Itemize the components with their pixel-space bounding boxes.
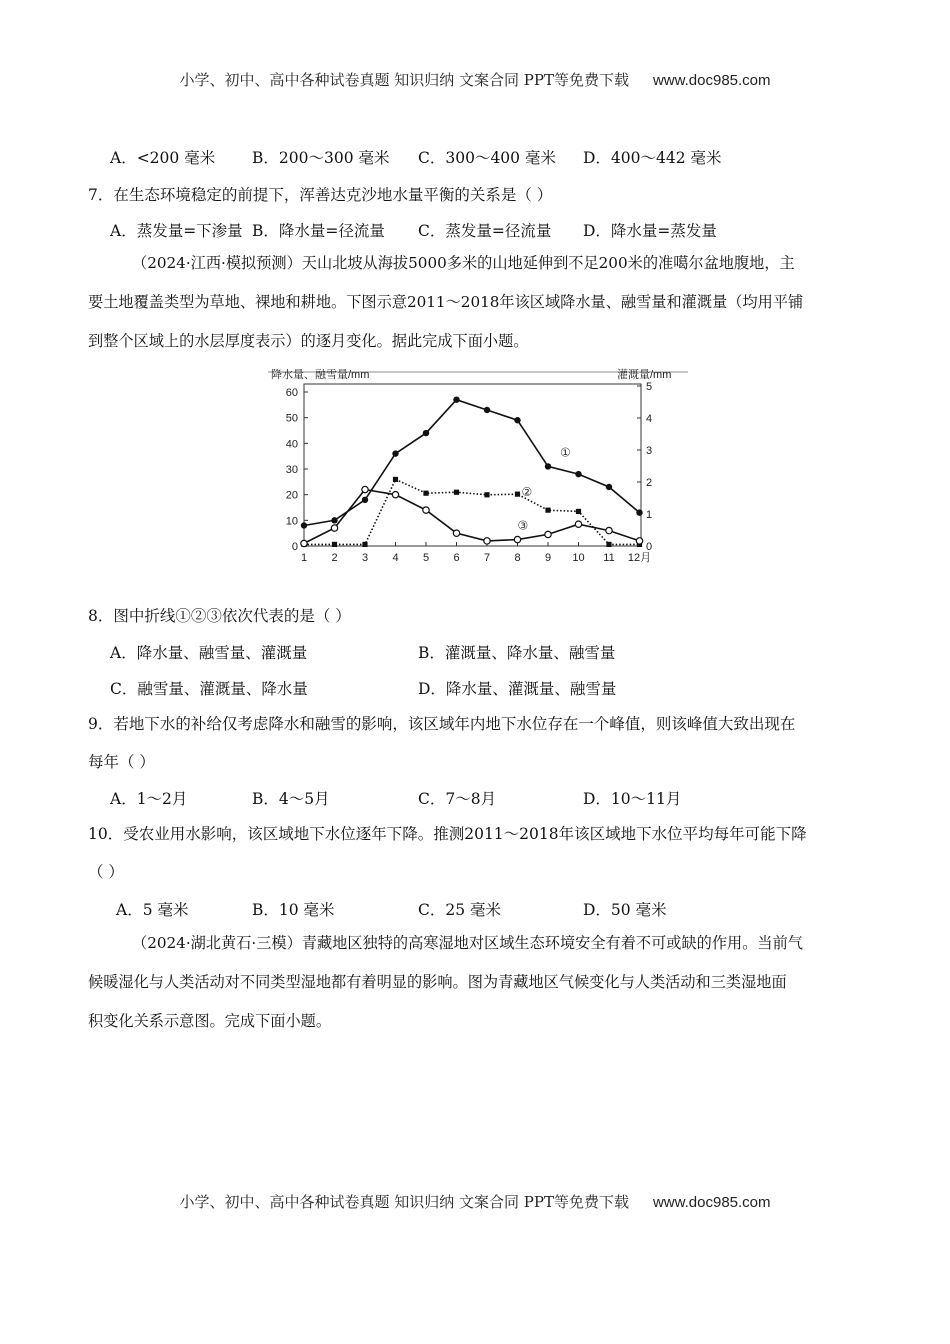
series-3-point <box>545 531 551 537</box>
right-axis-tick-label: 5 <box>646 381 653 393</box>
header-url[interactable]: www.doc985.com <box>652 72 771 89</box>
right-axis-tick-label: 2 <box>646 477 653 489</box>
q7-stem: 7．在生态环境稳定的前提下，浑善达克沙地水量平衡的关系是（ ） <box>88 186 553 204</box>
series-2-point <box>362 542 367 547</box>
series-1-point <box>545 463 551 469</box>
series-2-label: ② <box>521 485 533 500</box>
q9-option-d[interactable]: D．10～11月 <box>583 790 682 808</box>
x-axis-tick-label: 5 <box>422 552 430 564</box>
passage-line: 积变化关系示意图。完成下面小题。 <box>88 1012 331 1030</box>
series-3-point <box>453 530 459 536</box>
series-3-point <box>301 540 307 546</box>
q7-option-c[interactable]: C．蒸发量=径流量 <box>418 222 552 240</box>
series-3-point <box>423 507 429 513</box>
series-3-point <box>606 527 612 533</box>
passage-line: 候暖湿化与人类活动对不同类型湿地都有着明显的影响。图为青藏地区气候变化与人类活动和三类湿地面 <box>88 973 787 991</box>
series-1-label: ① <box>560 445 571 460</box>
plot-frame <box>304 384 641 546</box>
right-axis-tick-label: 3 <box>646 445 653 457</box>
x-axis-tick-label: 1 <box>300 552 308 564</box>
monthly-water-chart <box>268 364 688 570</box>
q7-option-b[interactable]: B．降水量=径流量 <box>252 222 385 240</box>
x-axis-tick-label: 3 <box>361 552 369 564</box>
x-axis-tick-label: 9 <box>544 552 552 564</box>
series-3-point <box>392 491 398 497</box>
series-3-point <box>514 536 520 542</box>
right-axis-label: 灌溉量/mm <box>617 369 672 381</box>
x-axis-tick-label: 8 <box>514 552 521 564</box>
series-2-point <box>454 490 459 495</box>
series-2-point <box>606 542 611 547</box>
left-axis-tick-label: 40 <box>285 438 298 451</box>
left-axis-tick-label: 60 <box>285 387 298 399</box>
series-1-point <box>392 450 398 456</box>
series-1-point <box>575 471 581 477</box>
q9-stem-line1: 9．若地下水的补给仅考虑降水和融雪的影响，该区域年内地下水位存在一个峰值，则该峰值大致出现在 <box>88 715 796 733</box>
passage-line: 要土地覆盖类型为草地、裸地和耕地。下图示意2011～2018年该区域降水量、融雪量和灌溉量（均用平铺 <box>88 293 804 311</box>
series-3-label: ③ <box>517 518 529 533</box>
x-axis-tick-label: 2 <box>331 552 338 564</box>
passage-tianshan <box>88 244 868 361</box>
series-2-point <box>423 491 428 496</box>
q8-option-d[interactable]: D．降水量、灌溉量、融雪量 <box>418 680 617 698</box>
x-axis-tick-label: 4 <box>392 552 399 564</box>
series-line-3 <box>304 490 640 544</box>
series-2-point <box>484 492 489 497</box>
q10-option-d[interactable]: D．50 毫米 <box>583 901 667 919</box>
series-1-point <box>301 522 307 528</box>
series-line-2 <box>304 479 640 544</box>
x-axis-tick-label: 6 <box>453 552 460 564</box>
page-header <box>0 69 950 90</box>
right-axis-tick-label: 0 <box>646 541 653 553</box>
passage-line: 到整个区域上的水层厚度表示）的逐月变化。据此完成下面小题。 <box>88 332 529 350</box>
q9-stem-line2: 每年（ ） <box>88 753 155 771</box>
series-2-point <box>576 509 581 514</box>
series-1-point <box>606 484 612 490</box>
q10-option-b[interactable]: B．10 毫米 <box>252 901 335 919</box>
series-2-point <box>515 492 520 497</box>
left-axis-label: 降水量、融雪量/mm <box>271 369 370 381</box>
left-axis-tick-label: 0 <box>291 541 298 553</box>
series-3-point <box>362 486 368 492</box>
series-1-point <box>636 509 642 515</box>
series-3-point <box>484 538 490 544</box>
series-line-1 <box>304 400 640 526</box>
q9-option-b[interactable]: B．4～5月 <box>252 790 330 808</box>
q10-option-c[interactable]: C．25 毫米 <box>418 901 502 919</box>
right-axis-tick-label: 4 <box>646 413 653 425</box>
q9-option-c[interactable]: C．7～8月 <box>418 790 497 808</box>
q8-option-a[interactable]: A．降水量、融雪量、灌溉量 <box>110 644 308 662</box>
series-1-point <box>453 397 459 403</box>
footer-text: 小学、初中、高中各种试卷真题 知识归纳 文案合同 PPT等免费下载 <box>179 1193 629 1211</box>
q10-stem-line2: （ ） <box>88 863 124 881</box>
right-axis-tick-label: 1 <box>646 509 653 521</box>
series-2-point <box>545 508 550 513</box>
header-text: 小学、初中、高中各种试卷真题 知识归纳 文案合同 PPT等免费下载 <box>179 71 629 89</box>
q8-option-b[interactable]: B．灌溉量、降水量、融雪量 <box>418 644 616 662</box>
page-footer <box>0 1191 950 1212</box>
series-1-point <box>423 430 429 436</box>
q10-stem-line1: 10．受农业用水影响，该区域地下水位逐年下降。推测2011～2018年该区域地下水位平均每年可能下降 <box>88 825 807 843</box>
left-axis-tick-label: 10 <box>285 515 298 528</box>
x-axis-tick-label: 11 <box>603 552 615 564</box>
series-2-point <box>332 542 337 547</box>
q6-option-a[interactable]: A．<200 毫米 <box>110 149 216 167</box>
passage-line: （2024·江西·模拟预测）天山北坡从海拔5000多米的山地延伸到不足200米的准噶尔盆地腹地，主 <box>132 254 795 272</box>
x-axis-tick-label: 7 <box>483 552 491 564</box>
q9-option-a[interactable]: A．1～2月 <box>110 790 188 808</box>
q8-option-c[interactable]: C．融雪量、灌溉量、降水量 <box>110 680 308 698</box>
left-axis-tick-label: 20 <box>285 489 298 502</box>
series-1-point <box>331 517 337 523</box>
q10-option-a[interactable]: A．5 毫米 <box>116 901 189 919</box>
series-1-point <box>514 417 520 423</box>
q8-stem: 8．图中折线①②③依次代表的是（ ） <box>88 607 351 625</box>
series-1-point <box>362 497 368 503</box>
series-3-point <box>575 521 581 527</box>
q6-option-d[interactable]: D．400～442 毫米 <box>583 149 722 167</box>
left-axis-tick-label: 50 <box>285 412 298 425</box>
q6-option-c[interactable]: C．300～400 毫米 <box>418 149 556 167</box>
footer-url[interactable]: www.doc985.com <box>652 1194 771 1211</box>
series-2-point <box>393 477 398 482</box>
passage-qinghai-tibet <box>88 924 868 1041</box>
q6-option-b[interactable]: B．200～300 毫米 <box>252 149 390 167</box>
series-3-point <box>636 538 642 544</box>
series-1-point <box>484 407 490 413</box>
q7-option-a[interactable]: A．蒸发量=下渗量 <box>110 222 243 240</box>
passage-line: （2024·湖北黄石·三模）青藏地区独特的高寒湿地对区域生态环境安全有着不可或缺的作用。当前气 <box>132 934 803 952</box>
x-axis-tick-label: 12月 <box>627 552 652 564</box>
series-3-point <box>331 525 337 531</box>
q7-option-d[interactable]: D．降水量=蒸发量 <box>583 222 717 240</box>
x-axis-tick-label: 10 <box>572 552 585 564</box>
left-axis-tick-label: 30 <box>285 464 298 476</box>
